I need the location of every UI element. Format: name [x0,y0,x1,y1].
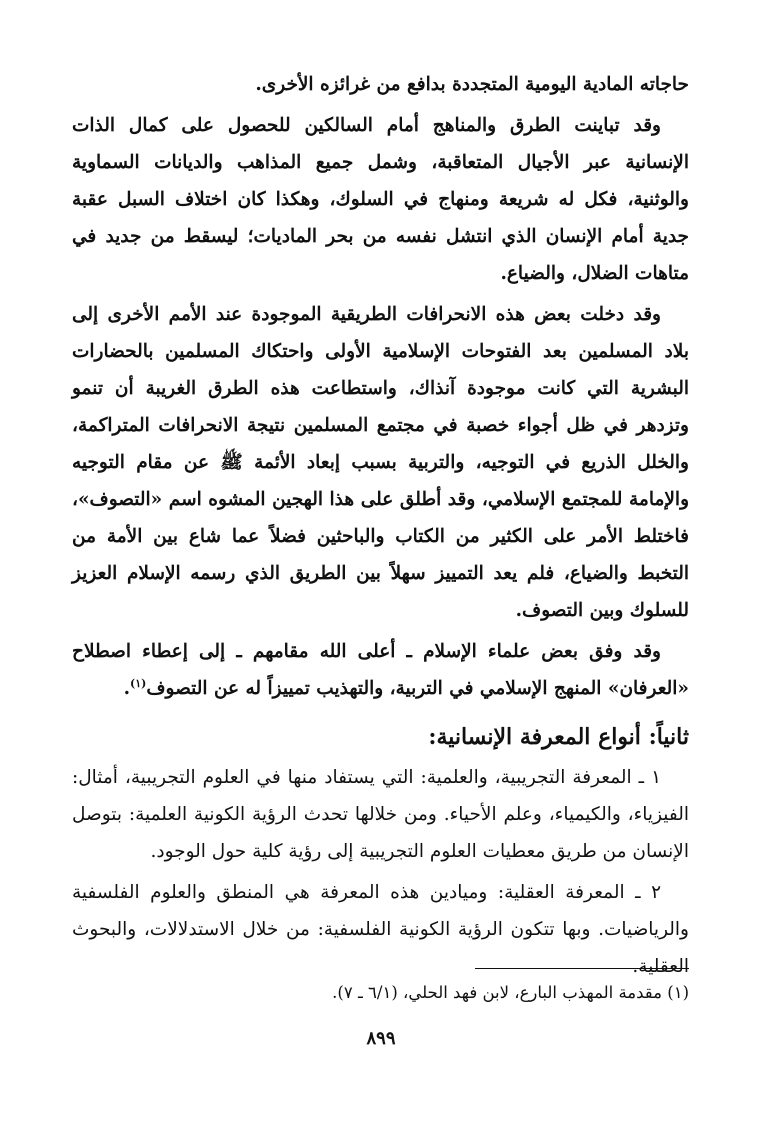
list-item-rational-knowledge: ٢ ـ المعرفة العقلية: وميادين هذه المعرفة هي المنطق والعلوم الفلسفية والرياضيات. وبها تتكون الرؤية الكونية الفلسفية: من خلال الاستدلالات، والبحوث العقلية. [72,882,689,977]
paragraph-irfan [72,633,689,707]
footnote-divider [475,968,689,969]
page-number: ٨٩٩ [366,1028,396,1049]
page-body [72,66,689,985]
paragraph-paths-divergence: وقد تباينت الطرق والمناهج أمام السالكين للحصول على كمال الذات الإنسانية عبر الأجيال المتعاقبة، وشمل جميع المذاهب والديانات السماوية والوثنية، فكل له شريعة ومنهاج في السلوك، وهكذا كان اختلاف السبل عقبة جدية أمام الإنسان الذي انتشل نفسه من بحر الماديات؛ ليسقط من جديد في متاهات الضلال، والضياع. [72,115,689,284]
paragraph-irfan-end: . [123,678,131,699]
paragraph-continuation: حاجاته المادية اليومية المتجددة بدافع من غرائزه الأخرى. [255,74,689,95]
paragraph-irfan-text: وقد وفق بعض علماء الإسلام ـ أعلى الله مقامهم ـ إلى إعطاء اصطلاح «العرفان» المنهج الإسلامي في التربية، والتهذيب تمييزاً له عن التصوف [72,641,689,699]
section-heading: ثانياً: أنواع المعرفة الإنسانية: [428,724,689,750]
paragraph-deviations: وقد دخلت بعض هذه الانحرافات الطريقية الموجودة عند الأمم الأخرى إلى بلاد المسلمين بعد الفتوحات الإسلامية الأولى واحتكاك المسلمين بالحضارات البشرية التي كانت موجودة آنذاك، واستطاعت هذه الطرق الغريبة أن تنمو وتزدهر في ظل أجواء خصبة في مجتمع المسلمين نتيجة الانحرافات المتراكمة، والخلل الذريع في التوجيه، والتربية بسبب إبعاد الأئمة ﷺ عن مقام التوجيه والإمامة للمجتمع الإسلامي، وقد أطلق على هذا الهجين المشوه اسم «التصوف»، فاختلط الأمر على الكثير من الكتاب والباحثين فضلاً عما شاع بين الأمة من التخبط والضياع، فلم يعد التمييز سهلاً بين الطريق الذي رسمه الإسلام العزيز للسلوك وبين التصوف. [72,304,689,621]
footnote: (١) مقدمة المهذب البارع، لابن فهد الحلي، (٦/١ ـ ٧). [332,983,689,1002]
list-item-experimental-knowledge: ١ ـ المعرفة التجريبية، والعلمية: التي يستفاد منها في العلوم التجريبية، أمثال: الفيزياء، والكيمياء، وعلم الأحياء. ومن خلالها تحدث الرؤية الكونية العلمية: بتوصل الإنسان من طريق معطيات العلوم التجريبية إلى رؤية كلية حول الوجود. [72,767,689,862]
footnote-marker: (١) [130,676,147,690]
